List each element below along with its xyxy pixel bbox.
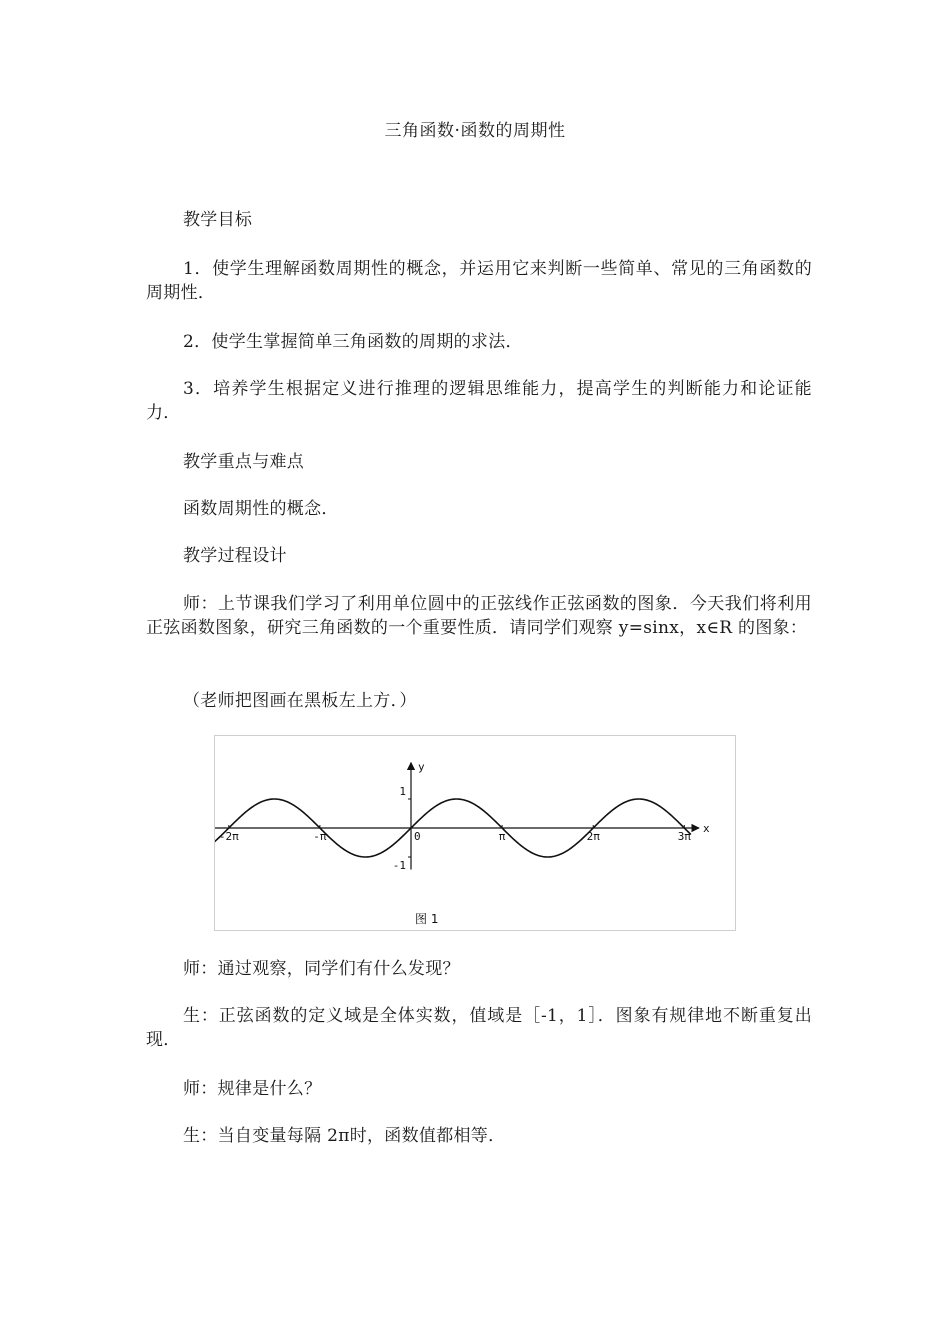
x-tick-label: -2π bbox=[218, 830, 239, 843]
paragraph-student-answer-1: 生：正弦函数的定义域是全体实数，值域是［-1，1］．图象有规律地不断重复出现． bbox=[146, 1006, 812, 1050]
section-heading-process: 教学过程设计 bbox=[183, 546, 287, 566]
paragraph-student-answer-2: 生：当自变量每隔 2π时，函数值都相等． bbox=[183, 1126, 506, 1146]
x-tick-label: 2π bbox=[586, 830, 600, 843]
paragraph-objective-3: 3．培养学生根据定义进行推理的逻辑思维能力，提高学生的判断能力和论证能力． bbox=[146, 379, 812, 423]
paragraph-teacher-question: 师：通过观察，同学们有什么发现？ bbox=[183, 959, 460, 979]
section-heading-objectives: 教学目标 bbox=[183, 210, 253, 230]
paragraph-teacher-intro: 师：上节课我们学习了利用单位圆中的正弦线作正弦函数的图象．今天我们将利用正弦函数图象，研究三角函数的一个重要性质．请同学们观察 y=sinx，x∈R 的图象： bbox=[146, 594, 812, 638]
sine-figure bbox=[214, 735, 736, 931]
paragraph-note: （老师把图画在黑板左上方．） bbox=[183, 691, 417, 711]
sine-chart bbox=[215, 736, 737, 932]
y-tick-label: -1 bbox=[392, 859, 406, 872]
x-tick-label: 0 bbox=[414, 830, 421, 843]
section-heading-key-points: 教学重点与难点 bbox=[183, 452, 305, 472]
document-title: 三角函数·函数的周期性 bbox=[384, 121, 566, 141]
figure-caption: 图 1 bbox=[415, 912, 439, 926]
x-tick-label: -π bbox=[313, 830, 327, 843]
x-tick-label: 3π bbox=[677, 830, 691, 843]
x-axis-label: x bbox=[703, 822, 710, 835]
paragraph-objective-1: 1．使学生理解函数周期性的概念，并运用它来判断一些简单、常见的三角函数的周期性． bbox=[146, 259, 812, 303]
paragraph-teacher-followup: 师：规律是什么？ bbox=[183, 1079, 322, 1099]
paragraph-key-point: 函数周期性的概念． bbox=[183, 499, 339, 519]
y-axis-label: y bbox=[418, 760, 425, 774]
y-tick-label: 1 bbox=[399, 785, 406, 798]
x-tick-label: π bbox=[498, 830, 506, 843]
paragraph-objective-2: 2．使学生掌握简单三角函数的周期的求法． bbox=[183, 332, 523, 352]
